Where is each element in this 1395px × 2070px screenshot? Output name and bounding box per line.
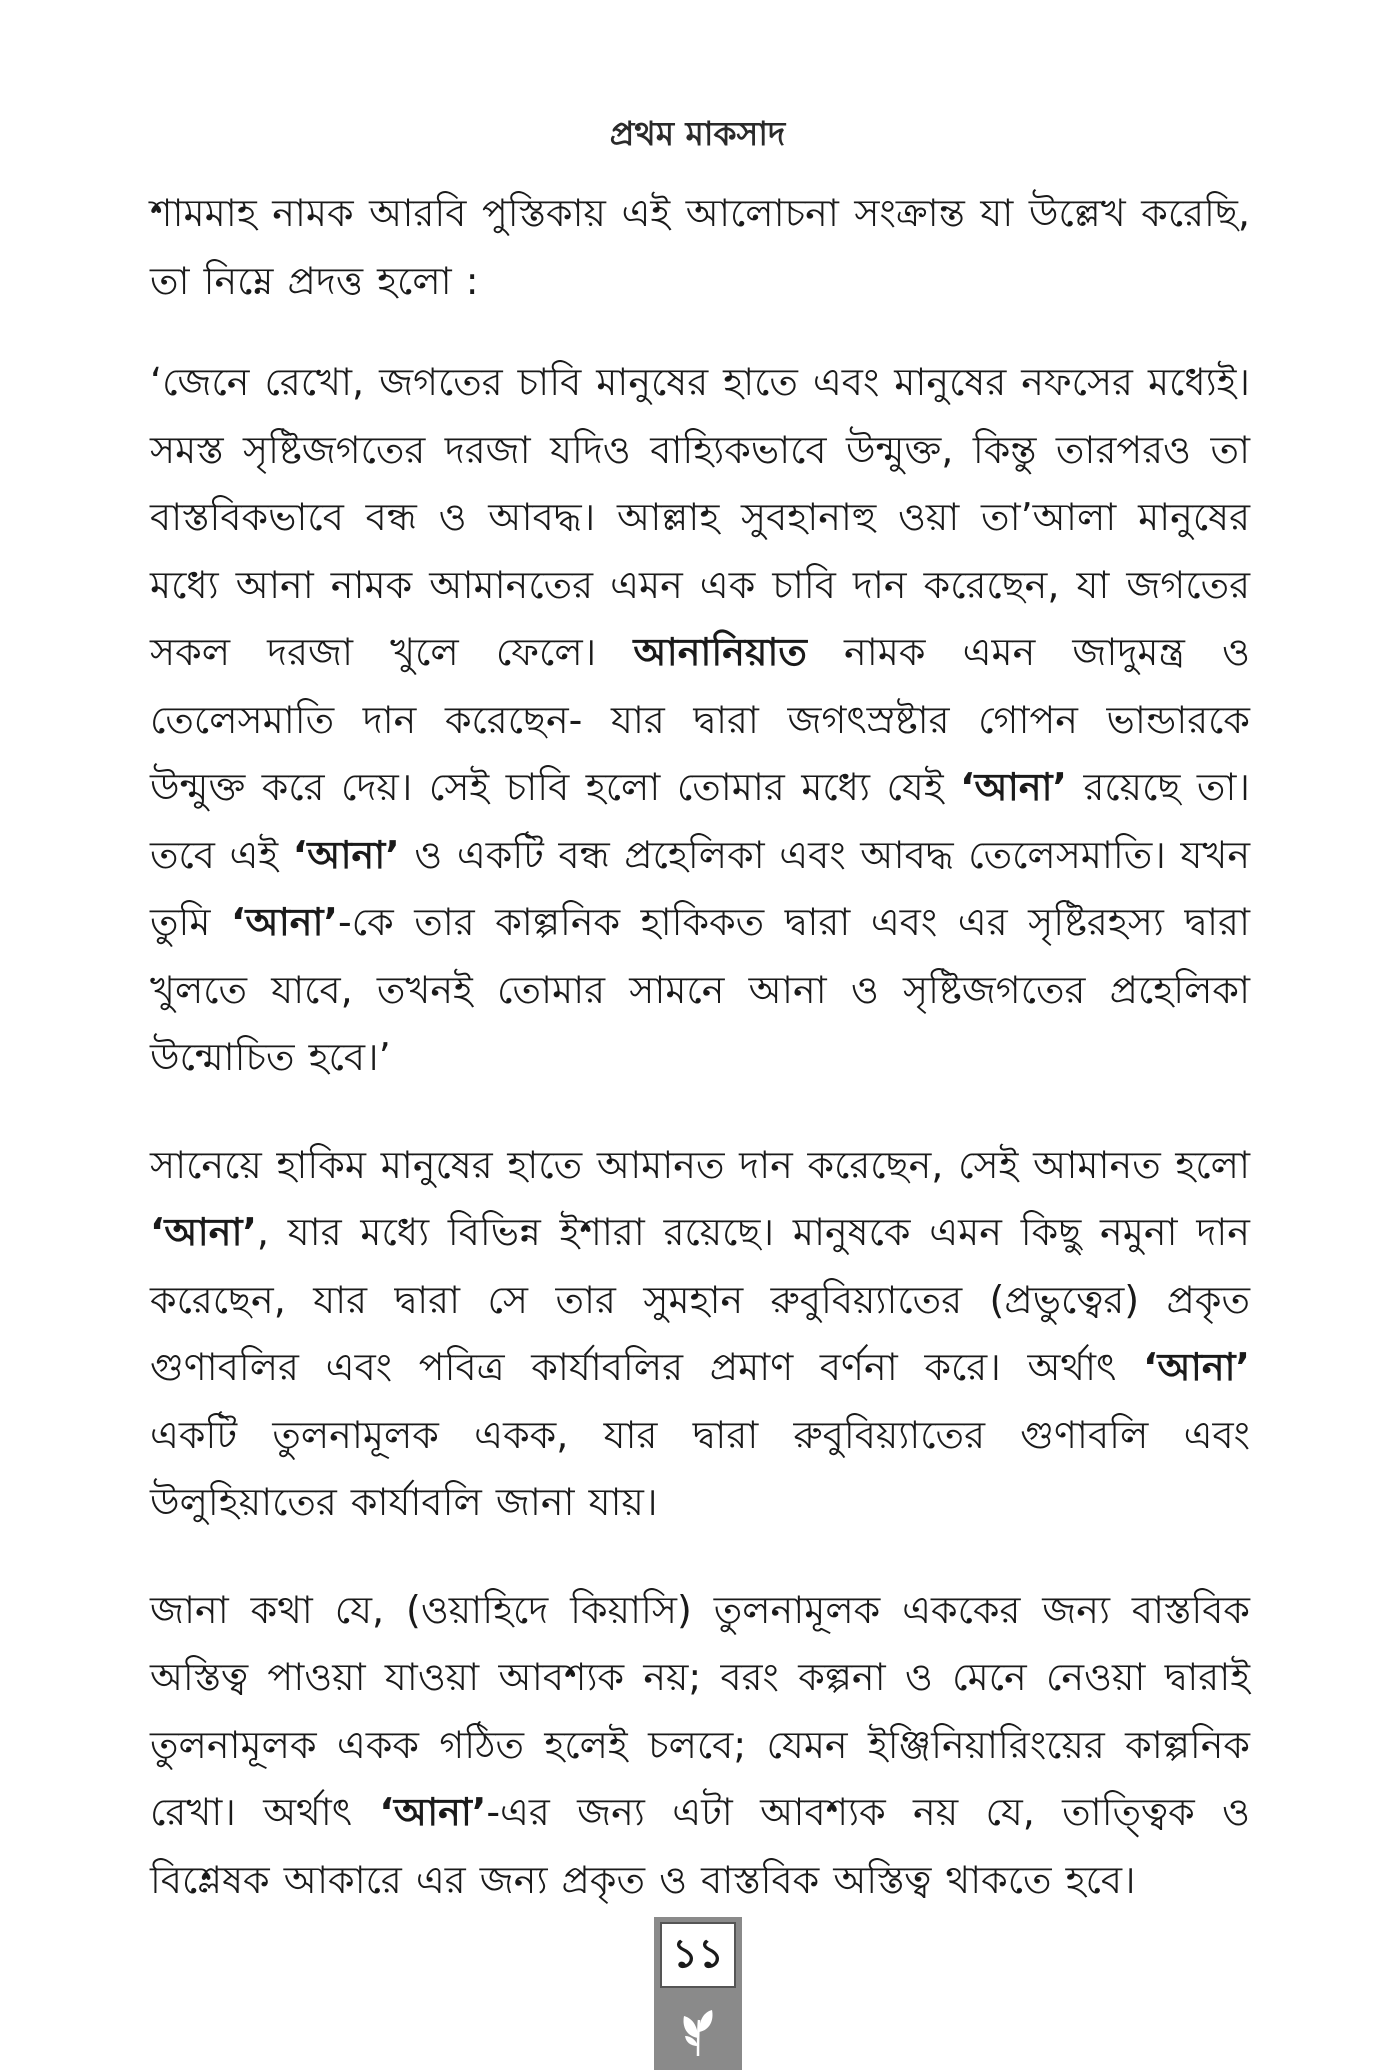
bold-term: আনানিয়াত — [633, 630, 807, 674]
page-number-tab — [654, 1917, 742, 2070]
running-header: প্রথম মাকসাদ — [609, 114, 786, 153]
bold-term: ‘আনা’ — [960, 765, 1067, 809]
text-span: নামক এমন জাদুমন্ত্র ও তেলেসমাতি দান করেছেন- যার দ্বারা জগৎস্রষ্টার গোপন ভান্ডারকে উন্মুক্ত করে দেয়। সেই চাবি হলো তোমার মধ্যে যেই — [150, 630, 1250, 809]
bold-term: ‘আনা’ — [1143, 1345, 1250, 1389]
paragraph-3 — [150, 1132, 1250, 1537]
text-span: -এর জন্য এটা আবশ্যক নয় যে, তাত্ত্বিক ও বিশ্লেষক আকারে এর জন্য প্রকৃত ও বাস্তবিক অস্তিত্ব থাকতে হবে। — [150, 1790, 1250, 1902]
leaf-icon — [676, 2006, 720, 2058]
paragraph-1: শামমাহ নামক আরবি পুস্তিকায় এই আলোচনা সংক্রান্ত যা উল্লেখ করেছি, তা নিম্নে প্রদত্ত হলো : — [150, 191, 1250, 303]
bold-term: ‘আনা’ — [379, 1790, 487, 1834]
page-number: ১১ — [660, 1922, 736, 1988]
text-span: জানা কথা যে, (ওয়াহিদে কিয়াসি) তুলনামূলক এককের জন্য বাস্তবিক অস্তিত্ব পাওয়া যাওয়া আবশ্যক নয়; বরং কল্পনা ও মেনে নেওয়া দ্বারাই তুলনামূলক একক গঠিত হলেই চলবে; যেমন ইঞ্জিনিয়ারিংয়ের কাল্পনিক রেখা। অর্থাৎ — [150, 1587, 1250, 1834]
paragraph-4 — [150, 1577, 1250, 1915]
paragraph-2 — [150, 349, 1250, 1092]
text-span: সানেয়ে হাকিম মানুষের হাতে আমানত দান করেছেন, সেই আমানত হলো — [150, 1142, 1250, 1187]
text-span: ‘জেনে রেখো, জগতের চাবি মানুষের হাতে এবং মানুষের নফসের মধ্যেই। সমস্ত সৃষ্টিজগতের দরজা যদিও বাহ্যিকভাবে উন্মুক্ত, কিন্তু তারপরও তা বাস্তবিকভাবে বন্ধ ও আবদ্ধ। আল্লাহ সুবহানাহু ওয়া তা’আলা মানুষের মধ্যে আনা নামক আমানতের এমন এক চাবি দান করেছেন, যা জগতের সকল দরজা খুলে ফেলে। — [150, 360, 1250, 674]
body-text — [150, 180, 1250, 1944]
text-span: রয়েছে তা। তবে এই — [150, 765, 1250, 877]
text-span: ও একটি বন্ধ প্রহেলিকা এবং আবদ্ধ তেলেসমাতি। যখন তুমি — [150, 832, 1251, 944]
text-span: -কে তার কাল্পনিক হাকিকত দ্বারা এবং এর সৃষ্টিরহস্য দ্বারা খুলতে যাবে, তখনই তোমার সামনে আনা ও সৃষ্টিজগতের প্রহেলিকা উন্মোচিত হবে।’ — [150, 900, 1250, 1079]
text-span: একটি তুলনামূলক একক, যার দ্বারা রুবুবিয়্যাতের গুণাবলি এবং উলুহিয়াতের কার্যাবলি জানা যায়। — [150, 1412, 1250, 1524]
bold-term: ‘আনা’ — [231, 900, 338, 944]
bold-term: ‘আনা’ — [150, 1210, 257, 1254]
text-span: , যার মধ্যে বিভিন্ন ইশারা রয়েছে। মানুষকে এমন কিছু নমুনা দান করেছেন, যার দ্বারা সে তার সুমহান রুবুবিয়্যাতের (প্রভুত্বের) প্রকৃত গুণাবলির এবং পবিত্র কার্যাবলির প্রমাণ বর্ণনা করে। অর্থাৎ — [150, 1210, 1250, 1389]
bold-term: ‘আনা’ — [292, 832, 400, 877]
